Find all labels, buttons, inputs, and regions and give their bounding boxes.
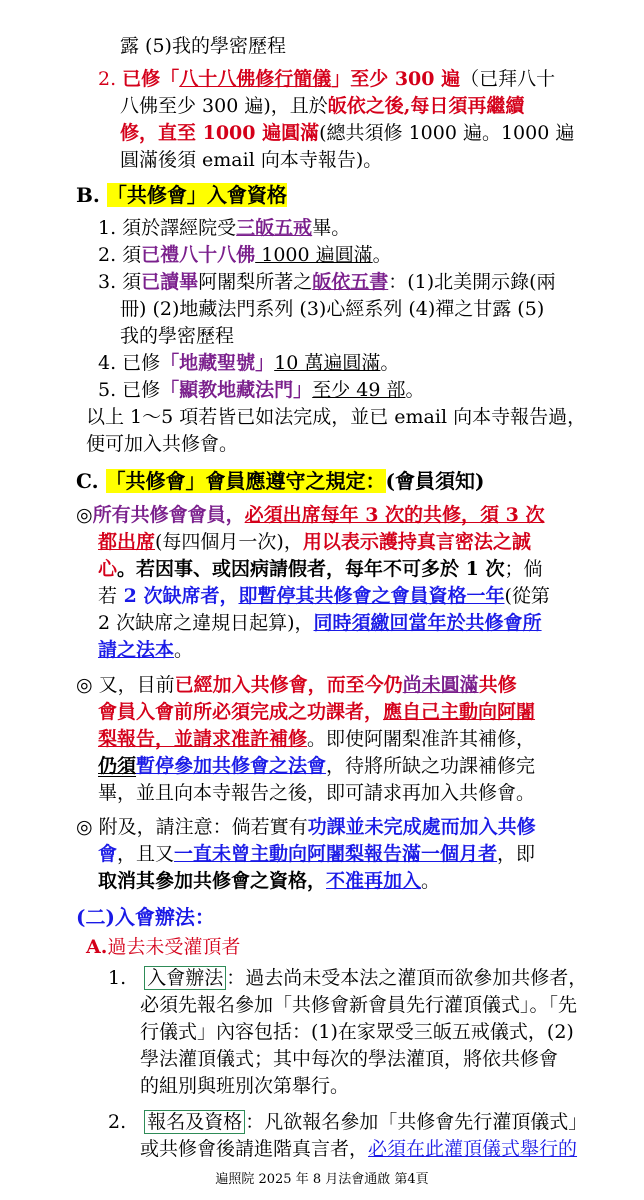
emphasis: 「顯教地藏法門」: [160, 379, 313, 401]
section-heading: [76, 183, 287, 207]
emphasis: 所有共修會會員，: [92, 504, 245, 526]
list-item: [98, 351, 399, 375]
text: 學法灌頂儀式；其中每次的學法灌頂，將依共修會: [140, 1048, 559, 1070]
emphasis: 尚未圓滿: [402, 674, 479, 696]
text-line: [120, 121, 574, 145]
text-line: [98, 754, 535, 778]
text: 阿闍梨所著之: [198, 271, 313, 293]
text: 。: [380, 352, 400, 374]
text: ：(1)北美開示錄(兩: [388, 271, 556, 293]
text: 我的學密歷程: [120, 325, 235, 347]
text-line: [98, 557, 542, 581]
text-line: [120, 148, 382, 172]
section-heading: [86, 935, 240, 959]
text: ，且又: [117, 843, 175, 865]
text-line: [98, 700, 535, 724]
text-line: [98, 869, 440, 893]
text-line: [140, 1137, 577, 1161]
text: 10 萬遍圓滿: [274, 352, 381, 374]
emphasis: 會員入會前所必須完成之功課者，: [98, 701, 384, 723]
emphasis: 八十八佛修行簡儀: [179, 68, 332, 90]
text: 5. 已修: [98, 379, 161, 401]
page-footer: 遍照院 2025 年 8 月法會通啟 第4頁: [215, 1172, 429, 1187]
list-item: [98, 378, 424, 402]
text: ，即: [497, 843, 536, 865]
text: ◎ 附及，請注意：倘若實有: [76, 816, 308, 838]
text: ，待將所缺之功課補修完: [326, 755, 536, 777]
section-letter: A.: [86, 936, 108, 958]
emphasis: 必須出席每年 3 次的共修，須 3 次: [244, 504, 545, 526]
text: 的組別與班別次第舉行。: [140, 1075, 350, 1097]
text-line: [98, 530, 531, 554]
text-line: [98, 842, 535, 866]
boxed-label: 報名及資格: [144, 1110, 245, 1134]
emphasis: 功課並未完成處而加入共修: [307, 816, 536, 838]
text: 行儀式」內容包括：(1)在家眾受三皈五戒儀式，(2): [140, 1021, 574, 1043]
section-subtitle: (會員須知): [385, 469, 485, 493]
text-line: [140, 1047, 558, 1071]
emphasis: 共修: [478, 674, 517, 696]
emphasis: 取消其參加共修會之資格，: [98, 870, 327, 892]
section-letter: B.: [76, 183, 100, 207]
emphasis: 已讀畢: [141, 271, 199, 293]
text: 。: [372, 244, 392, 266]
text: 1. 須於譯經院受: [98, 217, 237, 239]
text: 露 (5)我的學密歷程: [120, 35, 286, 57]
emphasis: 梨報告，並請求准許補修: [98, 728, 308, 750]
text: （已拜八十: [460, 68, 556, 90]
emphasis: 仍須: [98, 755, 137, 777]
text-line: [98, 611, 542, 635]
emphasis: 會: [98, 843, 118, 865]
emphasis: 已禮八十八佛: [141, 244, 256, 266]
text-line: [120, 34, 286, 58]
list-item: [108, 966, 587, 990]
emphasis: 三皈五戒: [236, 217, 313, 239]
item-number: 2.: [98, 68, 123, 90]
text-line: [98, 727, 535, 751]
text: 以上 1～5 項若皆已如法完成，並已 email 向本寺報告過，: [86, 406, 587, 428]
list-item: [108, 1110, 587, 1134]
item-number: 2.: [108, 1111, 127, 1133]
section-heading: [76, 469, 484, 493]
text: 若: [98, 585, 118, 607]
text-line: [140, 1020, 574, 1044]
text-line: [86, 405, 586, 429]
text: 畢，並且向本寺報告之後，即可請求再加入共修會。: [98, 782, 536, 804]
text-line: [98, 584, 550, 608]
text: ：凡欲報名參加「共修會先行灌頂儀式」: [245, 1111, 588, 1133]
text: 1000 遍圓滿: [255, 244, 373, 266]
emphasis: 「地藏聖號」: [160, 352, 275, 374]
text: 3. 須: [98, 271, 142, 293]
text-line: [98, 67, 555, 91]
section-title: (二)入會辦法：: [76, 905, 215, 929]
text-line: [76, 503, 545, 527]
text: 畢。: [312, 217, 351, 239]
emphasis: 。若因事、或因病請假者，每年不可多於 1 次: [117, 558, 505, 580]
text: 。: [174, 639, 194, 661]
section-title: 「共修會」入會資格: [106, 183, 287, 207]
bullet-icon: ◎: [76, 504, 93, 526]
text: (總共須修 1000 遍。1000 遍: [319, 122, 575, 144]
text-line: [120, 324, 234, 348]
text-line: [86, 432, 238, 456]
emphasis: 必須在此灌頂儀式舉行的: [368, 1138, 578, 1160]
list-item: [98, 243, 392, 267]
text: 必須先報名參加「共修會新會員先行灌頂儀式」。「先: [140, 994, 578, 1016]
emphasis: 皈依之後,每日須再繼續: [327, 95, 525, 117]
text: ；倘: [504, 558, 543, 580]
text: 或共修會後請進階真言者，: [140, 1138, 369, 1160]
emphasis: 請之法本: [98, 639, 175, 661]
section-heading: [76, 905, 215, 929]
list-item: [98, 270, 556, 294]
text-line: [140, 1074, 349, 1098]
text: 圓滿後須 email 向本寺報告)。: [120, 149, 383, 171]
emphasis: 同時須繳回當年於共修會所: [313, 612, 542, 634]
list-item: [98, 216, 350, 240]
text: 至少 49 部: [312, 379, 406, 401]
text: 八佛至少 300 遍)，且於: [120, 95, 328, 117]
emphasis: 即暫停其共修會之會員資格一年: [238, 585, 505, 607]
emphasis: 都出席: [98, 531, 156, 553]
emphasis: 用以表示護持真言密法之誠: [302, 531, 531, 553]
emphasis: 已經加入共修會，而至今仍: [174, 674, 403, 696]
text: 冊) (2)地藏法門系列 (3)心經系列 (4)禪之甘露 (5): [120, 298, 545, 320]
text: 。: [405, 379, 425, 401]
item-number: 1.: [108, 967, 127, 989]
section-title: 「共修會」會員應遵守之規定：: [105, 469, 386, 493]
emphasis: 不准再加入: [326, 870, 422, 892]
section-letter: C.: [76, 469, 99, 493]
text: 2. 須: [98, 244, 142, 266]
text: (從第: [504, 585, 550, 607]
emphasis: 應自己主動向阿闍: [383, 701, 536, 723]
emphasis: 暫停參加共修會之法會: [136, 755, 327, 777]
text-line: [76, 673, 517, 697]
text: 」至少 300 遍: [331, 68, 461, 90]
text: 2 次缺席之違規日起算)，: [98, 612, 314, 634]
text-line: [98, 638, 193, 662]
text: 。即使阿闍梨准許其補修，: [307, 728, 536, 750]
text: 4. 已修: [98, 352, 161, 374]
text-line: [120, 297, 544, 321]
emphasis: 一直未曾主動向阿闍梨報告滿一個月者: [174, 843, 498, 865]
text-line: [98, 781, 535, 805]
boxed-label: 入會辦法: [144, 966, 226, 990]
text: 已修「: [122, 68, 180, 90]
text: (每四個月一次)，: [155, 531, 303, 553]
section-title: 過去未受灌頂者: [107, 936, 241, 958]
text: 。: [421, 870, 441, 892]
text: ◎ 又，目前: [76, 674, 175, 696]
text: ：過去尚未受本法之灌頂而欲參加共修者，: [226, 967, 588, 989]
emphasis: 修，直至 1000 遍圓滿: [120, 122, 320, 144]
text-line: [76, 815, 536, 839]
emphasis: 2 次缺席者，: [117, 585, 239, 607]
text: 便可加入共修會。: [86, 433, 239, 455]
emphasis: 心: [98, 558, 118, 580]
emphasis: 皈依五書: [312, 271, 389, 293]
text-line: [140, 993, 577, 1017]
text-line: [120, 94, 524, 118]
